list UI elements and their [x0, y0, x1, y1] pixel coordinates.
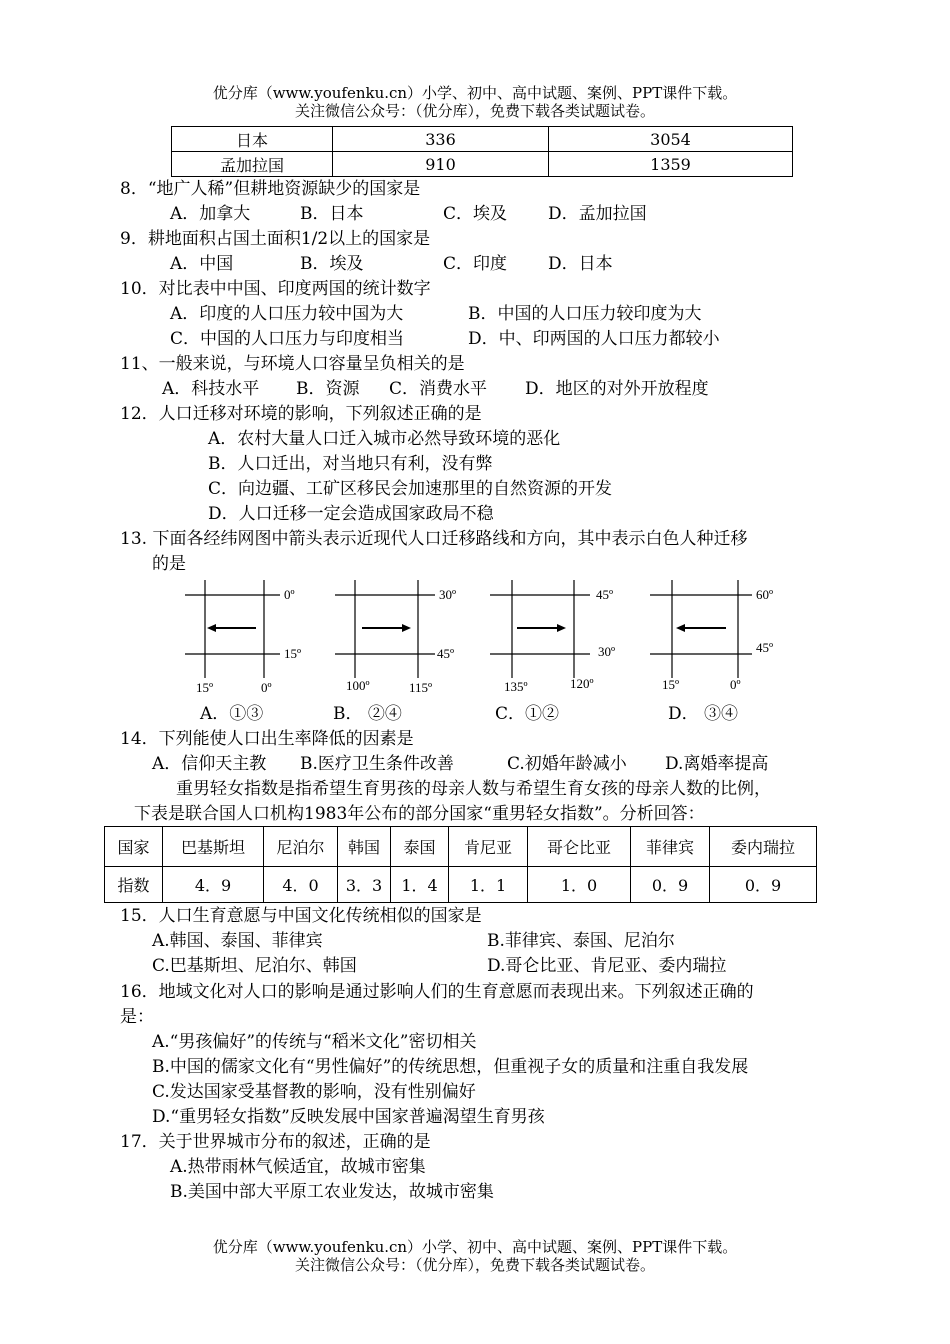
q15-stem: 15．人口生育意愿与中国文化传统相似的国家是: [120, 906, 482, 926]
table-cell: 1359: [549, 152, 793, 177]
grid-4-lat-bottom: 45º: [756, 640, 774, 655]
q9-stem: 9．耕地面积占国土面积1/2以上的国家是: [120, 229, 431, 249]
table-cell: 3054: [549, 127, 793, 152]
q12-option-c[interactable]: C．向边疆、工矿区移民会加速那里的自然资源的开发: [208, 479, 613, 499]
q10-option-c[interactable]: C．中国的人口压力与印度相当: [170, 329, 405, 349]
table-cell: 1．1: [449, 867, 528, 903]
arrow-head-icon: [207, 624, 216, 632]
table-cell: 1．0: [528, 867, 631, 903]
q17-stem: 17．关于世界城市分布的叙述，正确的是: [120, 1132, 431, 1152]
table-header-cell: 巴基斯坦: [163, 827, 264, 867]
q16-option-a[interactable]: A.“男孩偏好”的传统与“稻米文化”密切相关: [152, 1032, 477, 1052]
grid-3-lon-left: 135º: [504, 679, 528, 694]
q16-option-c[interactable]: C.发达国家受基督教的影响，没有性别偏好: [152, 1082, 476, 1102]
grid-1-lon-right: 0º: [261, 680, 272, 695]
q14-option-b[interactable]: B.医疗卫生条件改善: [300, 754, 454, 774]
grid-1-lat-top: 0º: [284, 587, 295, 602]
table-cell: 336: [333, 127, 549, 152]
table-cell: 0．9: [631, 867, 710, 903]
grid-3-lat-bottom: 30º: [598, 644, 616, 659]
table-cell: 4．9: [163, 867, 264, 903]
page-header: [0, 84, 950, 120]
footer-line-2: 关注微信公众号：（优分库），免费下载各类试题试卷。: [294, 1256, 655, 1274]
q12-option-b[interactable]: B．人口迁出，对当地只有利，没有弊: [208, 454, 493, 474]
q15-option-d[interactable]: D.哥仑比亚、肯尼亚、委内瑞拉: [487, 956, 727, 976]
table-header-cell: 肯尼亚: [449, 827, 528, 867]
q9-option-b[interactable]: B．埃及: [300, 254, 364, 274]
grid-4-lon-left: 15º: [662, 677, 680, 692]
q9-option-a[interactable]: A．中国: [170, 254, 234, 274]
q16-option-d[interactable]: D.“重男轻女指数”反映发展中国家普遍渴望生育男孩: [152, 1107, 545, 1127]
grid-2-lat-bottom: 45º: [437, 646, 455, 661]
q8-option-b[interactable]: B．日本: [300, 204, 364, 224]
page-footer: [0, 1238, 950, 1274]
grid-3: [490, 580, 615, 694]
q8-option-a[interactable]: A．加拿大: [170, 204, 251, 224]
q12-option-d[interactable]: D．人口迁移一定会造成国家政局不稳: [208, 504, 494, 524]
table-cell: 指数: [105, 867, 163, 903]
table-row: [172, 127, 793, 152]
passage-line-2: 下表是联合国人口机构1983年公布的部分国家“重男轻女指数”。分析回答：: [134, 804, 705, 824]
q15-option-a[interactable]: A.韩国、泰国、菲律宾: [152, 931, 323, 951]
table-header-cell: 韩国: [338, 827, 391, 867]
q13-option-d[interactable]: D． ③④: [668, 704, 739, 724]
q14-option-a[interactable]: A．信仰天主教: [152, 754, 267, 774]
grid-2-lat-top: 30º: [439, 587, 457, 602]
table-cell: 4．0: [264, 867, 338, 903]
q13-option-c[interactable]: C．①②: [495, 704, 560, 724]
arrow-head-icon: [676, 624, 685, 632]
q8-option-d[interactable]: D．孟加拉国: [548, 204, 647, 224]
grid-2-lon-left: 100º: [346, 678, 370, 693]
grid-2-lon-right: 115º: [409, 680, 433, 695]
q11-option-c[interactable]: C．消费水平: [389, 379, 488, 399]
grid-4: [650, 580, 773, 692]
q16-option-b[interactable]: B.中国的儒家文化有“男性偏好”的传统思想，但重视子女的质量和注重自我发展: [152, 1057, 749, 1077]
q17-option-b[interactable]: B.美国中部大平原工农业发达，故城市密集: [170, 1182, 494, 1202]
q14-stem: 14．下列能使人口出生率降低的因素是: [120, 729, 414, 749]
arrow-head-icon: [402, 624, 411, 632]
table-cell: 0．9: [710, 867, 817, 903]
q10-option-d[interactable]: D．中、印两国的人口压力都较小: [468, 329, 720, 349]
q11-option-a[interactable]: A．科技水平: [162, 379, 260, 399]
table-cell: 910: [333, 152, 549, 177]
footer-line-1: 优分库（www.youfenku.cn）小学、初中、高中试题、案例、PPT课件下载。: [212, 1238, 738, 1256]
table-header-cell: 泰国: [391, 827, 449, 867]
table-header-cell: 尼泊尔: [264, 827, 338, 867]
q9-option-d[interactable]: D．日本: [548, 254, 613, 274]
lat-lon-grids: [0, 575, 950, 700]
table-row: [172, 152, 793, 177]
table-cell: 孟加拉国: [172, 152, 333, 177]
table-header-cell: 哥仑比亚: [528, 827, 631, 867]
table-cell: 3．3: [338, 867, 391, 903]
grid-1-lat-bottom: 15º: [284, 646, 302, 661]
passage-line-1: 重男轻女指数是指希望生育男孩的母亲人数与希望生育女孩的母亲人数的比例，: [176, 779, 771, 799]
q11-option-d[interactable]: D．地区的对外开放程度: [525, 379, 709, 399]
q11-stem: 11、一般来说，与环境人口容量呈负相关的是: [120, 354, 465, 374]
table-cell: 1．4: [391, 867, 449, 903]
table-header-cell: 国家: [105, 827, 163, 867]
table-row: [105, 867, 817, 903]
table-header-cell: 委内瑞拉: [710, 827, 817, 867]
grid-4-lon-right: 0º: [730, 677, 741, 692]
grid-1-lon-left: 15º: [196, 680, 214, 695]
q12-stem: 12．人口迁移对环境的影响，下列叙述正确的是: [120, 404, 482, 424]
q14-option-c[interactable]: C.初婚年龄减小: [507, 754, 627, 774]
q10-option-a[interactable]: A．印度的人口压力较中国为大: [170, 304, 404, 324]
grid-3-lon-right: 120º: [570, 676, 594, 691]
q16-stem: 16．地域文化对人口的影响是通过影响人们的生育意愿而表现出来。下列叙述正确的: [120, 982, 754, 1002]
q13-stem: 13. 下面各经纬网图中箭头表示近现代人口迁移路线和方向，其中表示白色人种迁移: [120, 529, 748, 549]
q10-option-b[interactable]: B．中国的人口压力较印度为大: [468, 304, 702, 324]
q14-option-d[interactable]: D.离婚率提高: [665, 754, 769, 774]
q9-option-c[interactable]: C．印度: [443, 254, 508, 274]
q13-option-a[interactable]: A．①③: [200, 704, 264, 724]
q10-stem: 10．对比表中中国、印度两国的统计数字: [120, 279, 431, 299]
preference-index-table: [104, 826, 817, 903]
q15-option-b[interactable]: B.菲律宾、泰国、尼泊尔: [487, 931, 675, 951]
table-cell: 日本: [172, 127, 333, 152]
header-line-1: 优分库（www.youfenku.cn）小学、初中、高中试题、案例、PPT课件下载。: [212, 84, 738, 102]
q8-stem: 8．“地广人稀”但耕地资源缺少的国家是: [120, 179, 421, 199]
q12-option-a[interactable]: A．农村大量人口迁入城市必然导致环境的恶化: [208, 429, 561, 449]
land-table: [171, 126, 793, 177]
q11-option-b[interactable]: B．资源: [296, 379, 360, 399]
q13-stem-cont: 的是: [152, 554, 186, 574]
q8-option-c[interactable]: C．埃及: [443, 204, 508, 224]
q17-option-a[interactable]: A.热带雨林气候适宜，故城市密集: [170, 1157, 426, 1177]
arrow-head-icon: [557, 624, 566, 632]
grid-1: [185, 580, 301, 695]
table-header-row: [105, 827, 817, 867]
grid-2: [335, 580, 456, 695]
q15-option-c[interactable]: C.巴基斯坦、尼泊尔、韩国: [152, 956, 357, 976]
table-header-cell: 菲律宾: [631, 827, 710, 867]
q13-option-b[interactable]: B． ②④: [333, 704, 402, 724]
grid-3-lat-top: 45º: [596, 587, 614, 602]
q16-stem-cont: 是：: [120, 1007, 154, 1027]
header-line-2: 关注微信公众号：（优分库），免费下载各类试题试卷。: [294, 102, 655, 120]
grid-4-lat-top: 60º: [756, 587, 774, 602]
